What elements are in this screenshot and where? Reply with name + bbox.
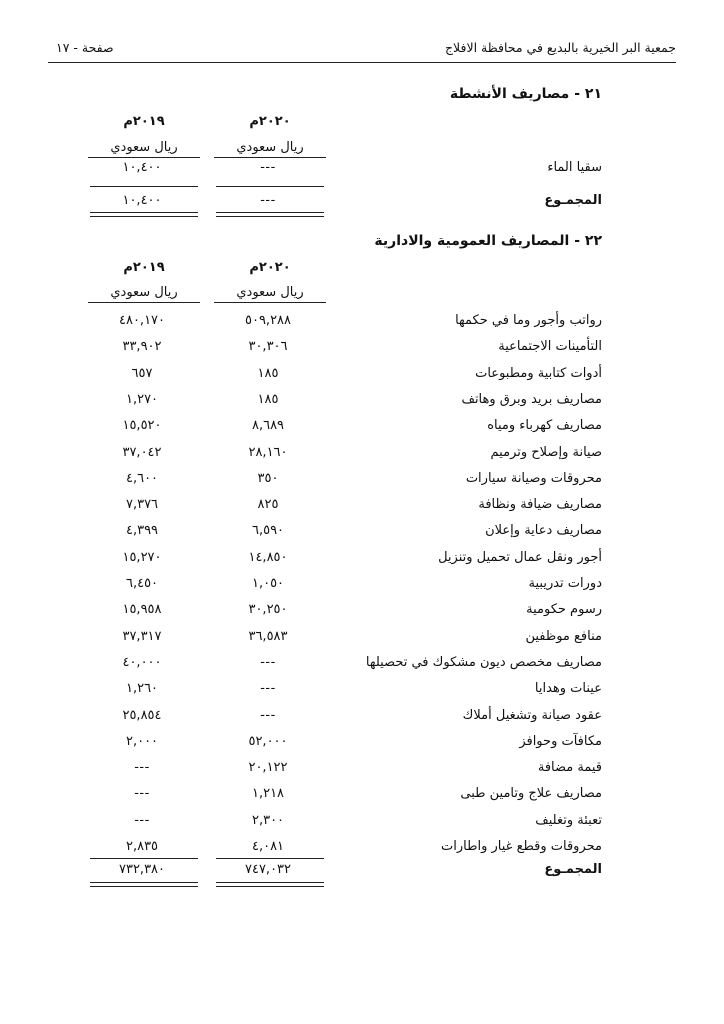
currency-header-2020: ريال سعودي: [214, 140, 326, 158]
row-label: محروقات وصيانة سيارات: [465, 470, 602, 486]
table-row: [0, 760, 724, 784]
value-2020: ٣٠,٢٥٠: [248, 602, 288, 618]
value-2020: ١,٢١٨: [251, 786, 285, 802]
value-2019: ٤,٣٩٩: [125, 523, 159, 539]
subtotal-rule: [90, 186, 198, 187]
column-header-2019: ٢٠١٩م: [123, 114, 165, 129]
row-label: مصاريف مخصص ديون مشكوك في تحصيلها: [365, 654, 602, 670]
currency-header-2019: ريال سعودي: [88, 285, 200, 303]
table-row: [0, 786, 724, 810]
value-2020: ١,٠٥٠: [251, 576, 285, 591]
value-2019: ٤,٦٠٠: [125, 470, 159, 486]
value-2020: ---: [260, 654, 276, 670]
table-row: [0, 418, 724, 442]
table-row: [0, 392, 724, 416]
total-double-rule: [216, 882, 324, 887]
row-label: رسوم حكومية: [526, 602, 602, 618]
total-2019: ٧٣٢,٣٨٠: [118, 862, 166, 877]
value-2019: ٧,٣٧٦: [125, 497, 159, 513]
row-label: عينات وهدايا: [534, 681, 602, 697]
row-label: مصاريف ضيافة ونظافة: [478, 497, 602, 513]
value-2020: ٨٢٥: [257, 497, 279, 513]
value-2020: ٣٠,٣٠٦: [248, 339, 288, 355]
row-label: مصاريف بريد وبرق وهاتف: [461, 391, 602, 407]
table-row: [0, 523, 724, 547]
table-row: [0, 602, 724, 626]
value-2019: ١٥,٩٥٨: [122, 602, 162, 618]
table-row: [0, 708, 724, 732]
row-label: مصاريف دعاية وإعلان: [485, 523, 602, 539]
table-row: [0, 839, 724, 863]
value-2019: ٣٧,٣١٧: [122, 628, 162, 644]
row-label: سقيا الماء: [547, 160, 602, 175]
value-2019: ٤٨٠,١٧٠: [118, 313, 166, 328]
value-2019: ---: [134, 760, 150, 776]
section-21-title: ٢١ - مصاريف الأنشطة: [449, 86, 602, 102]
value-2020: ١٨٥: [257, 365, 279, 381]
table-row: [0, 655, 724, 679]
total-double-rule: [90, 212, 198, 217]
value-2019: ٢,٨٣٥: [125, 839, 159, 854]
value-2020: ٥٠٩,٢٨٨: [244, 313, 292, 328]
value-2020: ٣٦,٥٨٣: [248, 628, 288, 644]
value-2020: ٥٢,٠٠٠: [248, 733, 288, 749]
row-label: عقود صيانة وتشغيل أملاك: [462, 707, 602, 723]
value-2020: ٣٥٠: [257, 470, 279, 486]
section-22-title: ٢٢ - المصاريف العمومية والادارية: [374, 233, 602, 249]
value-2020: ---: [260, 707, 276, 723]
table-row: [0, 681, 724, 705]
value-2020: ٨,٦٨٩: [251, 418, 285, 434]
value-2020: ١٨٥: [257, 391, 279, 407]
table-row: [0, 629, 724, 653]
total-label: المجمـوع: [544, 862, 602, 877]
value-2020: ٢,٣٠٠: [251, 812, 285, 828]
row-label: مصاريف علاج وتامين طبى: [460, 786, 602, 802]
table-row: [0, 497, 724, 521]
row-label: منافع موظفين: [525, 628, 602, 644]
row-label: تعبئة وتغليف: [535, 812, 602, 828]
value-2019: ٦,٤٥٠: [125, 576, 159, 591]
total-double-rule: [90, 882, 198, 887]
table-row: [0, 550, 724, 574]
table-row: [0, 339, 724, 363]
table-row: [0, 366, 724, 390]
row-label: رواتب وأجور وما في حكمها: [455, 313, 602, 328]
column-header-2019: ٢٠١٩م: [123, 260, 165, 275]
value-2020: ---: [260, 160, 276, 175]
value-2020: ٦,٥٩٠: [251, 523, 285, 539]
value-2020: ٢٠,١٢٢: [248, 760, 288, 776]
value-2019: ---: [134, 786, 150, 802]
table-row: [0, 813, 724, 837]
total-label: المجمـوع: [544, 193, 602, 208]
value-2019: ٣٣,٩٠٢: [122, 339, 162, 355]
table-row: [0, 313, 724, 337]
row-label: أجور ونقل عمال تحميل وتنزيل: [438, 549, 602, 565]
value-2019: ٣٧,٠٤٢: [122, 444, 162, 460]
table-row: [0, 445, 724, 469]
total-2019: ١٠,٤٠٠: [122, 193, 162, 208]
value-2020: ٢٨,١٦٠: [248, 444, 288, 460]
value-2019: ٤٠,٠٠٠: [122, 654, 162, 670]
value-2019: ---: [134, 812, 150, 828]
currency-header-2019: ريال سعودي: [88, 140, 200, 158]
row-label: محروقات وقطع غيار واطارات: [441, 839, 602, 854]
value-2019: ٢٥,٨٥٤: [122, 707, 162, 723]
table-row: [0, 576, 724, 600]
page-header: [48, 38, 676, 63]
row-label: أدوات كتابية ومطبوعات: [475, 365, 602, 381]
table-row: [0, 160, 724, 184]
value-2020: ١٤,٨٥٠: [248, 549, 288, 565]
column-header-2020: ٢٠٢٠م: [249, 260, 291, 275]
subtotal-rule: [216, 186, 324, 187]
total-2020: ---: [260, 193, 276, 208]
row-label: صيانة وإصلاح وترميم: [490, 444, 602, 460]
row-label: دورات تدريبية: [528, 576, 602, 591]
value-2020: ---: [260, 681, 276, 697]
subtotal-rule: [216, 858, 324, 859]
page-number: صفحة - ١٧: [56, 40, 114, 55]
currency-header-2020: ريال سعودي: [214, 285, 326, 303]
table-row: [0, 471, 724, 495]
value-2019: ١,٢٦٠: [125, 681, 159, 697]
value-2019: ١,٢٧٠: [125, 391, 159, 407]
value-2019: ٦٥٧: [131, 365, 153, 381]
row-label: مكافآت وحوافز: [519, 733, 602, 749]
total-2020: ٧٤٧,٠٣٢: [244, 862, 292, 877]
organization-name: جمعية البر الخيرية بالبديع في محافظة الافلاج: [444, 40, 676, 55]
row-label: مصاريف كهرباء ومياه: [487, 418, 602, 434]
row-label: التأمينات الاجتماعية: [498, 339, 602, 355]
row-label: قيمة مضافة: [537, 760, 602, 776]
value-2019: ١٠,٤٠٠: [122, 160, 162, 175]
column-header-2020: ٢٠٢٠م: [249, 114, 291, 129]
table-row: [0, 734, 724, 758]
value-2019: ١٥,٥٢٠: [122, 418, 162, 434]
subtotal-rule: [90, 858, 198, 859]
total-double-rule: [216, 212, 324, 217]
value-2019: ١٥,٢٧٠: [122, 549, 162, 565]
value-2019: ٢,٠٠٠: [125, 733, 159, 749]
value-2020: ٤,٠٨١: [251, 839, 285, 854]
